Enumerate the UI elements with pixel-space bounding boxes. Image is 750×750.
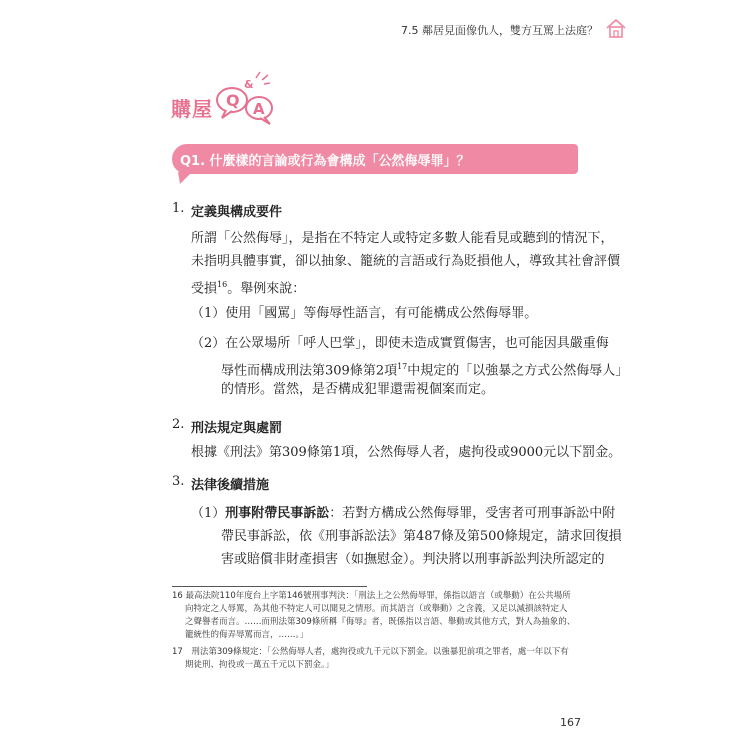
section-1-item-1: （1）使用「國罵」等侮辱性語言，有可能構成公然侮辱罪。 [191,306,538,321]
section-3-item-1-line-3: 害或賠償非財產損害（如撫慰金）。判決將以刑事訴訟判決所認定的 [221,552,605,567]
question-text: Q1. 什麼樣的言論或行為會構成「公然侮辱罪」？ [180,154,470,169]
house-icon [605,18,627,38]
section-1-para-line-2: 未指明具體事實，卻以抽象、籠統的言語或行為貶損他人，導致其社會評價 [191,254,621,269]
section-1-number: 1. [172,201,185,216]
qa-logo-icon [212,68,282,128]
running-header: 7.5 鄰居見面像仇人，雙方互罵上法庭？ [401,24,598,37]
footnote-ref-17: 17 [397,362,408,371]
footnote-divider [172,586,367,587]
section-3-number: 3. [172,474,185,489]
footnote-17-line-1: 17 刑法第309條規定：「公然侮辱人者，處拘役或九千元以下罰金。以強暴犯前項之罪者，處一年以下有 [172,647,569,657]
section-3-item-1-bold: 刑事附帶民事訴訟 [225,506,330,521]
banner-tail-icon [178,172,192,184]
section-1-para-line-1: 所謂「公然侮辱」，是指在不特定人或特定多數人能看見或聽到的情況下， [191,231,614,246]
footnote-16-line-4: 籠統性的侮弄辱罵而言，……。」 [185,630,309,640]
svg-text:A: A [253,100,265,118]
section-3-item-1-line-2: 帶民事訴訟，依《刑事訴訟法》第487條及第500條規定，請求回復損 [221,529,622,544]
page-number: 167 [560,716,581,729]
svg-text:&: & [244,78,254,91]
section-2-title: 刑法規定與處罰 [191,421,283,436]
footnote-16-line-2: 向特定之人辱罵，為其他不特定人可以聞見之情形。而其語言（或舉動）之含義，又足以減損該特定人 [185,604,568,614]
section-3-title: 法律後續措施 [191,478,270,493]
footnote-16-line-1: 16 最高法院110年度台上字第146號刑事判決：「刑法上之公然侮辱罪，係指以語言（或舉動）在公共場所 [172,591,571,601]
section-1-item-2-line-2: 辱性而構成刑法第309條第2項$^{17}$中規定的「以強暴之方式公然侮辱人」 [221,362,629,379]
section-3-item-1-line-1: （1）刑事附帶民事訴訟：若對方構成公然侮辱罪，受害者可刑事訴訟中附 [191,506,616,521]
section-1-item-2-line-1: （2）在公眾場所「呼人巴掌」，即使未造成實質傷害，也可能因具嚴重侮 [191,336,609,351]
footnote-ref-16: 16 [217,280,228,289]
section-1-title: 定義與構成要件 [191,205,283,220]
logo-text: 購屋 [171,97,213,121]
footnote-16-line-3: 之聲譽者而言。……而刑法第309條所稱『侮辱』者，既係指以言語、舉動或其他方式，對人為抽象的、 [185,617,576,627]
section-2-number: 2. [172,417,185,432]
section-1-para-line-3: 受損$^{16}$。舉例來說： [191,280,306,297]
section-1-item-2-line-3: 的情形。當然，是否構成犯罪還需視個案而定。 [221,382,495,397]
section-2-para: 根據《刑法》第309條第1項，公然侮辱人者，處拘役或9000元以下罰金。 [191,445,622,460]
footnote-17-line-2: 期徒刑、拘役或一萬五千元以下罰金。」 [185,660,334,670]
svg-text:Q: Q [226,91,240,110]
